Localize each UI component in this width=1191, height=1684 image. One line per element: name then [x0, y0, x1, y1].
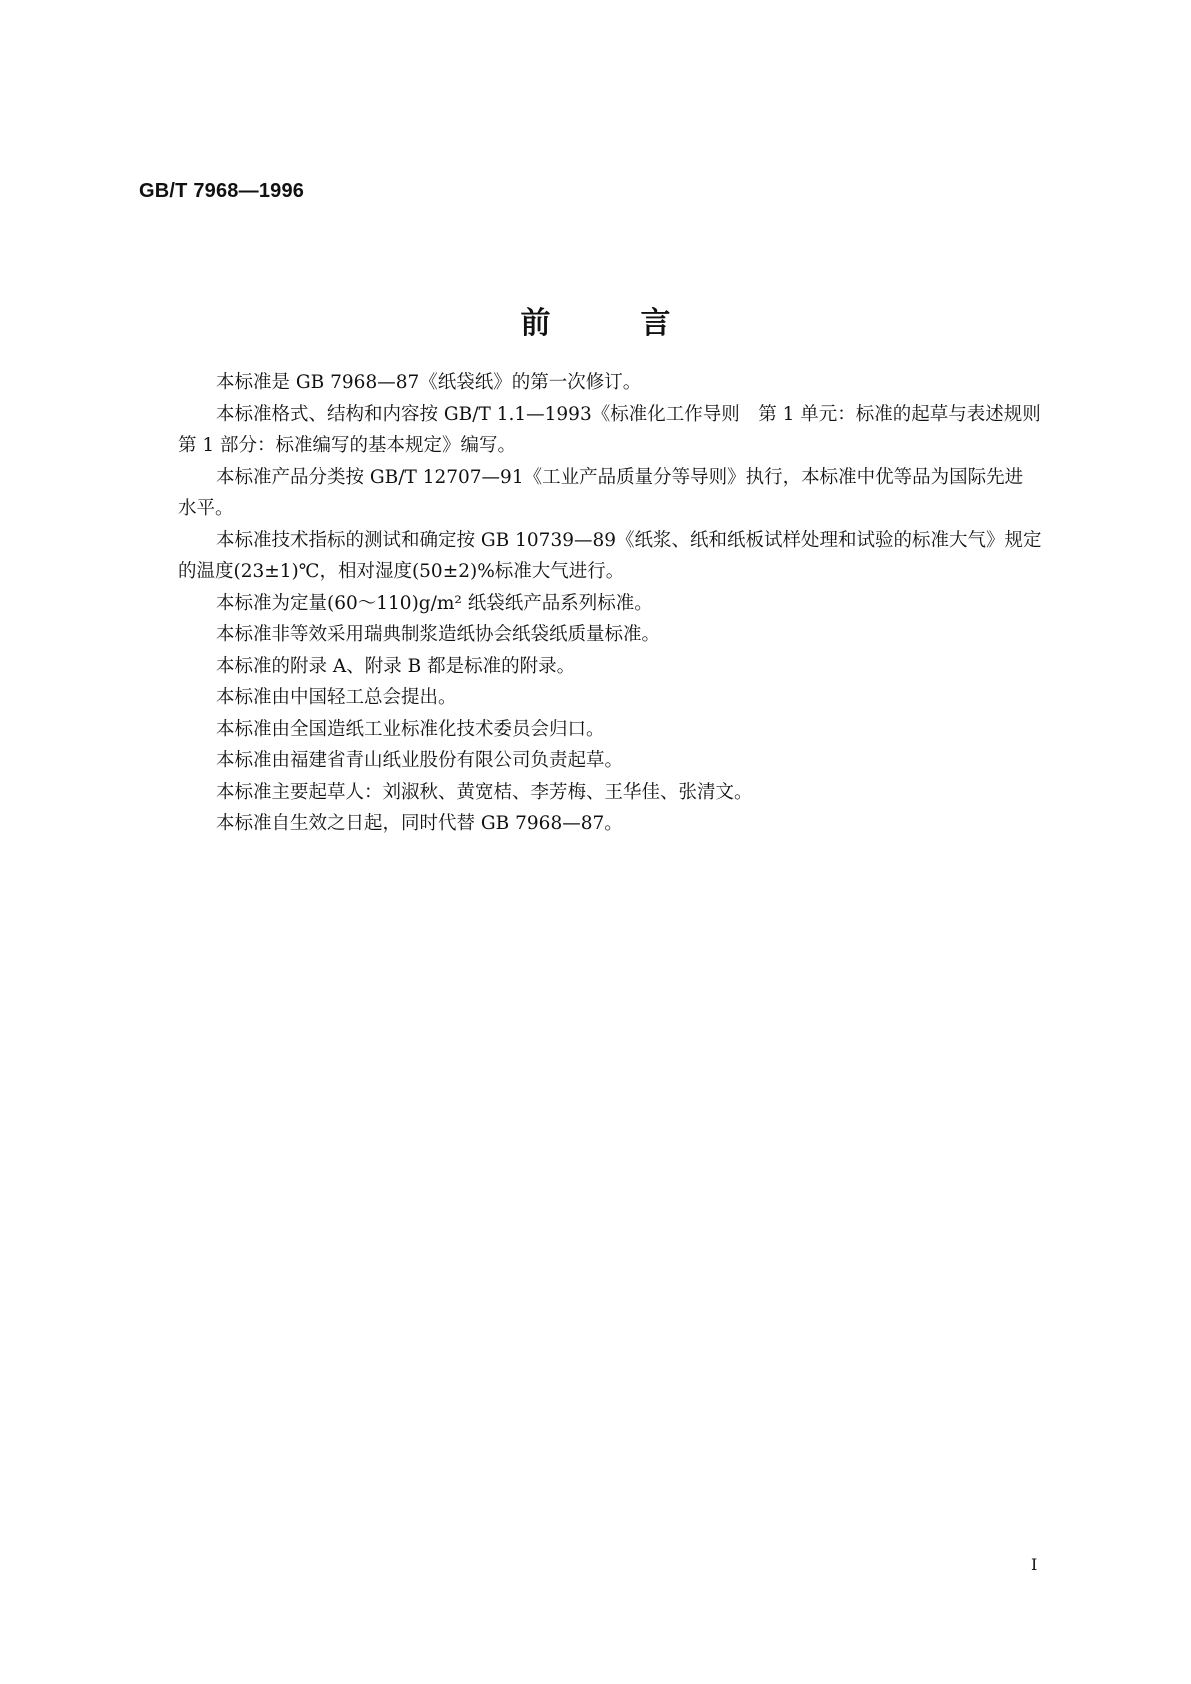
paragraph: [140, 682, 1060, 714]
paragraph: [140, 777, 1060, 809]
paragraph-line: 本标准的附录 A、附录 B 都是标准的附录。: [216, 655, 576, 677]
paragraph: [140, 462, 1060, 525]
paragraph: [140, 525, 1060, 588]
paragraph-line: 的温度(23±1)℃，相对湿度(50±2)%标准大气进行。: [178, 561, 625, 582]
page-title: [0, 298, 1191, 342]
standard-code: GB/T 7968—1996: [139, 180, 305, 202]
paragraph-line: 第 1 部分：标准编写的基本规定》编写。: [178, 435, 517, 456]
paragraph: [140, 399, 1060, 462]
paragraph-line: 本标准产品分类按 GB/T 12707—91《工业产品质量分等导则》执行，本标准中优等品为国际先进: [216, 466, 1024, 488]
paragraph: [140, 745, 1060, 777]
paragraph-line: 本标准格式、结构和内容按 GB/T 1.1—1993《标准化工作导则 第 1 单元：标准的起草与表述规则: [216, 403, 1041, 425]
paragraph: [140, 588, 1060, 620]
paragraph-line: 本标准技术指标的测试和确定按 GB 10739—89《纸浆、纸和纸板试样处理和试验的标准大气》规定: [216, 529, 1042, 551]
paragraph-line: 本标准自生效之日起，同时代替 GB 7968—87。: [216, 813, 623, 834]
paragraph: [140, 619, 1060, 651]
paragraph-line: 本标准为定量(60～110)g/m² 纸袋纸产品系列标准。: [216, 592, 653, 614]
paragraph: [140, 367, 1060, 399]
paragraph-line: 本标准由全国造纸工业标准化技术委员会归口。: [216, 718, 605, 740]
paragraph-line: 本标准非等效采用瑞典制浆造纸协会纸袋纸质量标准。: [216, 624, 661, 645]
page-number: I: [1031, 1555, 1038, 1574]
paragraph-line: 本标准由中国轻工总会提出。: [216, 687, 457, 708]
paragraph-line: 本标准主要起草人：刘淑秋、黄宽桔、李芳梅、王华佳、张清文。: [216, 781, 753, 803]
foreword-body: [140, 367, 1060, 840]
paragraph: [140, 651, 1060, 683]
paragraph-line: 本标准由福建省青山纸业股份有限公司负责起草。: [216, 750, 624, 771]
title-char-2: 言: [640, 306, 671, 341]
paragraph: [140, 714, 1060, 746]
paragraph-line: 水平。: [178, 498, 234, 519]
title-char-1: 前: [520, 306, 551, 341]
paragraph: [140, 808, 1060, 840]
paragraph-line: 本标准是 GB 7968—87《纸袋纸》的第一次修订。: [216, 372, 642, 393]
